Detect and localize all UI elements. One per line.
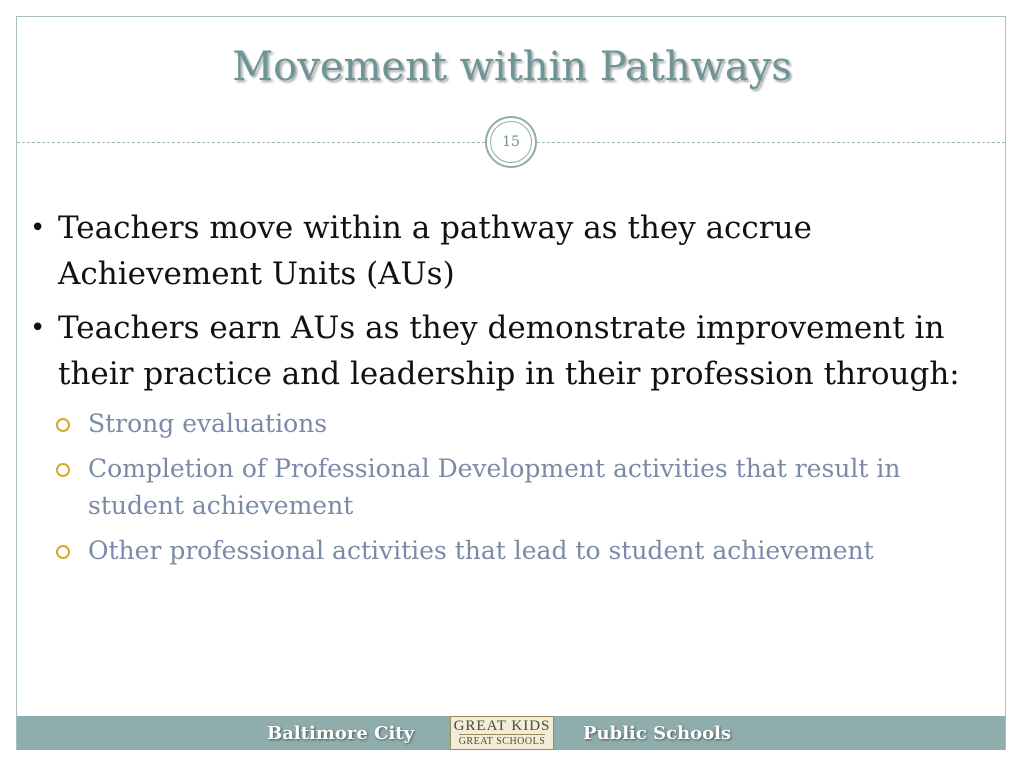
footer-right-text: Public Schools: [583, 723, 732, 744]
footer-bar: [17, 716, 1005, 750]
ring-bullet-icon: [56, 405, 88, 442]
subbullet-text: Other professional activities that lead to student achievement: [88, 536, 874, 565]
subbullet-item: [56, 405, 980, 442]
logo-line-1: GREAT KIDS: [453, 718, 551, 734]
subbullet-text: Completion of Professional Development activities that result in student achievement: [88, 454, 901, 520]
bullet-dot-icon: •: [30, 313, 46, 343]
slide-number-badge: [485, 116, 537, 168]
subbullet-item: [56, 450, 980, 524]
slide-title: Movement within Pathways: [232, 44, 792, 90]
subbullet-text: Strong evaluations: [88, 409, 328, 438]
bullet-item: [30, 305, 980, 397]
great-kids-logo: [450, 716, 554, 750]
footer-left-text: Baltimore City: [267, 723, 415, 744]
slide-body: [30, 205, 980, 577]
ring-bullet-icon: [56, 532, 88, 569]
ring-bullet-icon: [56, 450, 88, 487]
bullet-text: Teachers earn AUs as they demonstrate improvement in their practice and leadership in their profession through:: [58, 310, 960, 392]
bullet-text: Teachers move within a pathway as they accrue Achievement Units (AUs): [58, 210, 812, 292]
logo-line-2: GREAT SCHOOLS: [458, 736, 546, 747]
bullet-dot-icon: •: [30, 213, 46, 243]
subbullet-item: [56, 532, 980, 569]
slide-number: 15: [490, 121, 532, 163]
bullet-item: [30, 205, 980, 297]
